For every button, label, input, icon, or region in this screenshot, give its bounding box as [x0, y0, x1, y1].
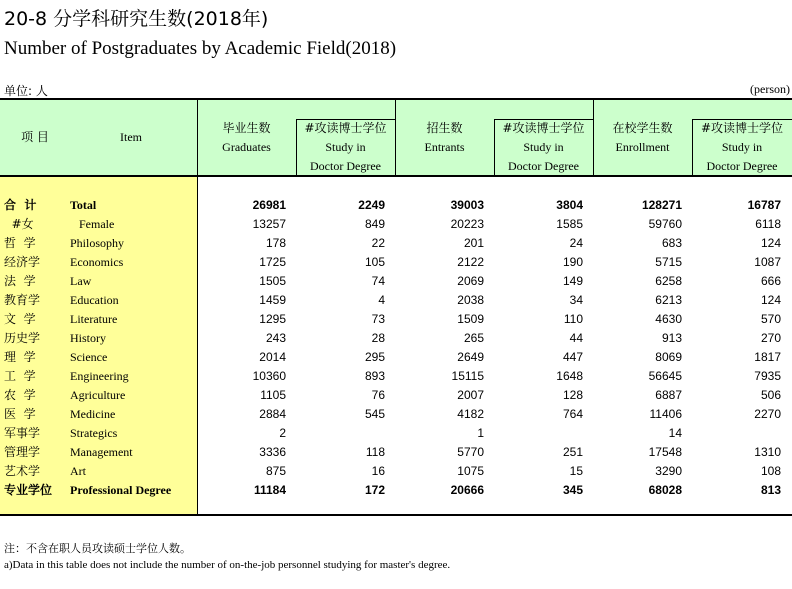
cell-value: 1509 — [457, 312, 484, 326]
cell-value: 2884 — [259, 407, 286, 421]
row-label-en: Medicine — [70, 407, 116, 421]
cell-value: 26981 — [252, 198, 286, 212]
cell-value: 73 — [371, 312, 385, 326]
cell-value: 447 — [562, 350, 583, 364]
cell-value: 1087 — [754, 255, 781, 269]
cell-value: 4182 — [457, 407, 484, 421]
cell-value: 1 — [477, 426, 484, 440]
header-entr-doctor — [494, 119, 593, 175]
cell-value: 11184 — [253, 483, 286, 497]
cell-value: 178 — [265, 236, 286, 250]
header-enrollment-en: Enrollment — [615, 139, 670, 154]
cell-value: 17548 — [648, 445, 682, 459]
row-label-cn: 工 学 — [4, 369, 36, 383]
cell-value: 7935 — [754, 369, 781, 383]
cell-value: 15 — [569, 464, 583, 478]
page-title-en: Number of Postgraduates by Academic Field(2018) — [4, 38, 397, 59]
header-grad-doctor-cn: #攻读博士学位 — [304, 120, 387, 135]
cell-value: 2007 — [457, 388, 484, 402]
cell-value: 1075 — [457, 464, 484, 478]
table-row — [0, 367, 792, 386]
row-label-cn: 理 学 — [4, 350, 36, 364]
page-title-cn: 20-8 分学科研究生数(2018年) — [4, 8, 269, 30]
cell-value: 6213 — [655, 293, 682, 307]
unit-label-en: (person) — [750, 82, 790, 96]
row-label-en: Economics — [70, 255, 124, 269]
row-label-cn: 军事学 — [4, 426, 41, 440]
cell-value: 2069 — [457, 274, 484, 288]
cell-value: 1648 — [556, 369, 583, 383]
cell-value: 1459 — [259, 293, 286, 307]
cell-value: 243 — [265, 331, 286, 345]
row-label-en: Management — [70, 445, 133, 459]
cell-value: 893 — [364, 369, 385, 383]
cell-value: 545 — [364, 407, 385, 421]
table-row — [0, 196, 792, 215]
cell-value: 849 — [364, 217, 385, 231]
cell-value: 190 — [562, 255, 583, 269]
cell-value: 5715 — [655, 255, 682, 269]
row-label-cn: 哲 学 — [4, 236, 36, 250]
cell-value: 20223 — [450, 217, 484, 231]
cell-value: 1105 — [260, 388, 286, 402]
header-grad-doctor — [296, 119, 395, 175]
cell-value: 14 — [668, 426, 682, 440]
header-enrollment-cn: 在校学生数 — [612, 120, 673, 135]
table-row — [0, 424, 792, 443]
note-en: a)Data in this table does not include the number of on-the-job personnel studying for master's degree. — [4, 559, 451, 571]
cell-value: 2649 — [457, 350, 484, 364]
table-row — [0, 329, 792, 348]
row-label-en: Education — [70, 293, 119, 307]
row-label-en: Total — [70, 198, 97, 212]
row-label-en: Strategics — [70, 426, 118, 440]
cell-value: 8069 — [655, 350, 682, 364]
header-graduates-en: Graduates — [222, 139, 271, 154]
cell-value: 913 — [661, 331, 682, 345]
header-item-cn — [0, 100, 70, 175]
cell-value: 295 — [364, 350, 385, 364]
cell-value: 39003 — [450, 198, 484, 212]
cell-value: 813 — [760, 483, 781, 497]
header-entr-doctor-en2: Doctor Degree — [508, 158, 579, 173]
cell-value: 3336 — [259, 445, 286, 459]
cell-value: 1725 — [259, 255, 286, 269]
header-grad-doctor-en2: Doctor Degree — [310, 158, 381, 173]
cell-value: 124 — [760, 236, 781, 250]
row-label-en: Engineering — [70, 369, 129, 383]
cell-value: 1585 — [556, 217, 583, 231]
cell-value: 128 — [562, 388, 583, 402]
cell-value: 172 — [364, 483, 385, 497]
row-label-cn: 教育学 — [4, 293, 41, 307]
row-label-en: Agriculture — [70, 388, 126, 402]
header-enroll-doctor-en1: Study in — [721, 139, 763, 154]
cell-value: 13257 — [252, 217, 286, 231]
cell-value: 44 — [569, 331, 583, 345]
cell-value: 15115 — [451, 369, 484, 383]
cell-value: 128271 — [641, 198, 682, 212]
row-label-cn: 法 学 — [4, 274, 36, 288]
cell-value: 149 — [562, 274, 583, 288]
table-row — [0, 215, 792, 234]
cell-value: 22 — [371, 236, 385, 250]
header-entrants-en: Entrants — [424, 139, 465, 154]
cell-value: 6258 — [655, 274, 682, 288]
cell-value: 6887 — [655, 388, 682, 402]
cell-value: 1505 — [259, 274, 286, 288]
cell-value: 764 — [562, 407, 583, 421]
cell-value: 2122 — [457, 255, 484, 269]
cell-value: 20666 — [450, 483, 484, 497]
cell-value: 251 — [562, 445, 583, 459]
cell-value: 105 — [364, 255, 385, 269]
header-graduates-cn: 毕业生数 — [222, 120, 271, 135]
header-entr-doctor-en1: Study in — [523, 139, 564, 154]
cell-value: 201 — [463, 236, 484, 250]
row-label-en: Female — [70, 217, 115, 231]
cell-value: 10360 — [252, 369, 286, 383]
header-item-en-text: Item — [120, 130, 142, 144]
row-label-cn: #女 — [4, 217, 34, 231]
row-label-en: Literature — [70, 312, 118, 326]
cell-value: 4 — [378, 293, 385, 307]
table-row — [0, 348, 792, 367]
header-entrants-cn: 招生数 — [426, 120, 463, 135]
header-entr-doctor-cn: #攻读博士学位 — [502, 120, 585, 135]
cell-value: 1295 — [259, 312, 286, 326]
cell-value: 68028 — [648, 483, 682, 497]
table-row — [0, 481, 792, 500]
cell-value: 2 — [279, 426, 286, 440]
table-row — [0, 310, 792, 329]
row-label-en: Art — [70, 464, 86, 478]
cell-value: 76 — [371, 388, 385, 402]
row-label-en: Science — [70, 350, 108, 364]
header-entrants — [395, 100, 494, 175]
header-enroll-doctor-en2: Doctor Degree — [706, 158, 778, 173]
cell-value: 56645 — [648, 369, 682, 383]
row-label-en: History — [70, 331, 106, 345]
footnotes — [4, 540, 450, 574]
cell-value: 2249 — [358, 198, 385, 212]
table-row — [0, 253, 792, 272]
table-row — [0, 405, 792, 424]
cell-value: 1817 — [754, 350, 781, 364]
cell-value: 28 — [371, 331, 385, 345]
cell-value: 11406 — [649, 407, 682, 421]
note-cn: 注：不含在职人员攻读硕士学位人数。 — [4, 542, 191, 555]
header-enrollment — [593, 100, 692, 175]
cell-value: 5770 — [457, 445, 484, 459]
table-row — [0, 443, 792, 462]
cell-value: 74 — [371, 274, 385, 288]
row-label-cn: 合 计 — [4, 198, 37, 212]
cell-value: 16787 — [747, 198, 781, 212]
row-label-en: Professional Degree — [70, 483, 172, 497]
cell-value: 2038 — [457, 293, 484, 307]
table-row — [0, 386, 792, 405]
cell-value: 24 — [569, 236, 583, 250]
header-enroll-doctor-cn: #攻读博士学位 — [700, 120, 784, 135]
row-label-cn: 专业学位 — [4, 483, 53, 497]
row-label-cn: 艺术学 — [4, 464, 41, 478]
cell-value: 345 — [562, 483, 583, 497]
cell-value: 3290 — [655, 464, 682, 478]
cell-value: 270 — [760, 331, 781, 345]
header-enroll-doctor — [692, 119, 792, 175]
cell-value: 2014 — [259, 350, 286, 364]
cell-value: 110 — [563, 312, 583, 326]
cell-value: 16 — [371, 464, 385, 478]
cell-value: 118 — [365, 445, 385, 459]
cell-value: 1310 — [754, 445, 781, 459]
cell-value: 506 — [760, 388, 781, 402]
table-row — [0, 291, 792, 310]
header-graduates — [197, 100, 296, 175]
row-label-cn: 经济学 — [4, 255, 41, 269]
row-label-cn: 历史学 — [4, 331, 41, 345]
cell-value: 265 — [463, 331, 484, 345]
cell-value: 108 — [760, 464, 781, 478]
row-label-en: Law — [70, 274, 92, 288]
table-row — [0, 272, 792, 291]
header-grad-doctor-en1: Study in — [325, 139, 366, 154]
row-label-en: Philosophy — [70, 236, 125, 250]
header-item-en — [70, 100, 197, 175]
cell-value: 666 — [760, 274, 781, 288]
table-row — [0, 234, 792, 253]
cell-value: 875 — [265, 464, 286, 478]
row-label-cn: 文 学 — [4, 312, 36, 326]
cell-value: 3804 — [556, 198, 583, 212]
cell-value: 124 — [760, 293, 781, 307]
row-label-cn: 医 学 — [4, 407, 36, 421]
cell-value: 6118 — [755, 217, 781, 231]
header-item-cn-text: 项 目 — [21, 130, 49, 144]
cell-value: 2270 — [754, 407, 781, 421]
table-row — [0, 462, 792, 481]
table-header-rule — [0, 175, 792, 177]
cell-value: 4630 — [655, 312, 682, 326]
row-label-cn: 农 学 — [4, 388, 36, 402]
cell-value: 570 — [760, 312, 781, 326]
cell-value: 59760 — [648, 217, 682, 231]
table-bottom-rule — [0, 514, 792, 516]
cell-value: 34 — [569, 293, 583, 307]
unit-label-cn: 单位: 人 — [4, 84, 48, 98]
row-label-cn: 管理学 — [4, 445, 41, 459]
cell-value: 683 — [661, 236, 682, 250]
